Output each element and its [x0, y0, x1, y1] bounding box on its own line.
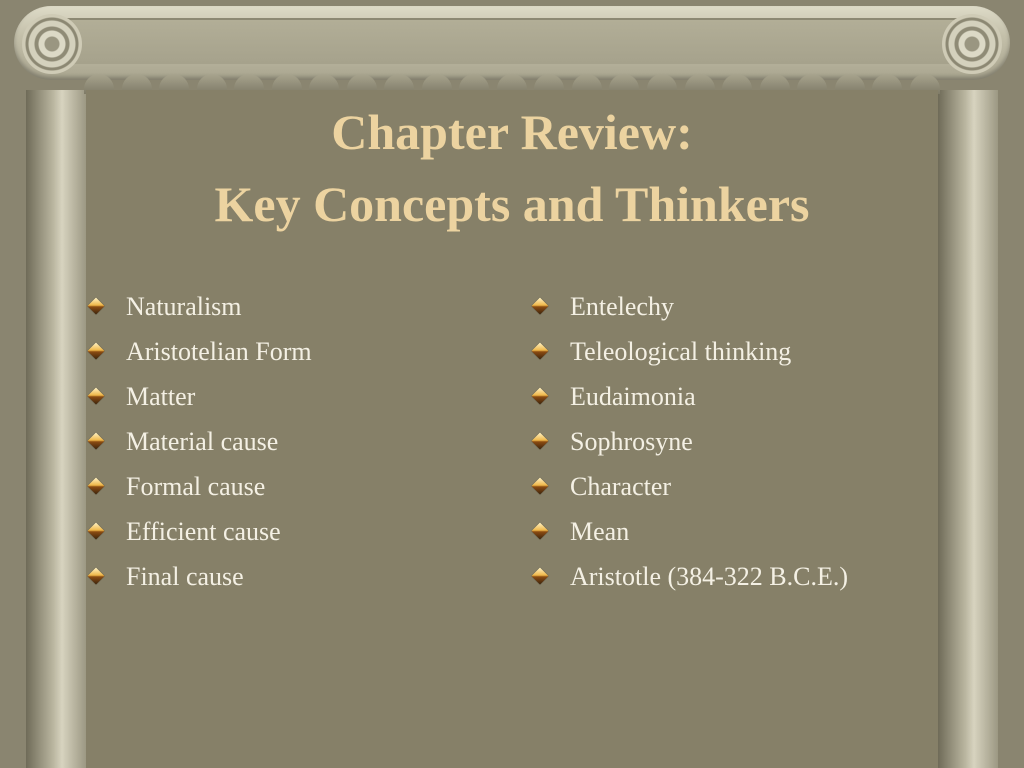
list-item-label: Character [570, 472, 672, 501]
diamond-bullet-icon [88, 298, 105, 315]
list-item-label: Teleological thinking [570, 337, 792, 366]
list-item [86, 560, 312, 605]
list-item-label: Final cause [126, 562, 244, 591]
left-bullet-list [86, 290, 312, 605]
diamond-bullet-icon [88, 523, 105, 540]
diamond-bullet-icon [88, 343, 105, 360]
list-item-label: Material cause [126, 427, 279, 456]
list-item-label: Formal cause [126, 472, 266, 501]
title-line-1: Chapter Review: [331, 104, 693, 160]
title-line-2: Key Concepts and Thinkers [214, 176, 810, 232]
list-item [86, 515, 312, 560]
diamond-bullet-icon [88, 433, 105, 450]
list-item [530, 425, 848, 470]
capital-band [60, 18, 964, 64]
right-pillar [938, 90, 998, 768]
list-item [530, 560, 848, 605]
diamond-bullet-icon [88, 388, 105, 405]
list-item-label: Efficient cause [126, 517, 281, 546]
list-item [86, 335, 312, 380]
list-item-label: Mean [570, 517, 630, 546]
diamond-bullet-icon [532, 523, 549, 540]
slide-title [86, 96, 938, 240]
diamond-bullet-icon [88, 478, 105, 495]
list-item [530, 470, 848, 515]
right-bullet-list [530, 290, 848, 605]
list-item-label: Sophrosyne [570, 427, 693, 456]
list-item-label: Entelechy [570, 292, 674, 321]
list-item-label: Matter [126, 382, 196, 411]
list-item [86, 470, 312, 515]
diamond-bullet-icon [88, 568, 105, 585]
ionic-volute-icon [22, 14, 82, 74]
list-item-label: Eudaimonia [570, 382, 696, 411]
ionic-volute-icon [942, 14, 1002, 74]
diamond-bullet-icon [532, 568, 549, 585]
list-item-label: Naturalism [126, 292, 242, 321]
list-item [86, 290, 312, 335]
diamond-bullet-icon [532, 343, 549, 360]
diamond-bullet-icon [532, 433, 549, 450]
list-item [86, 425, 312, 470]
diamond-bullet-icon [532, 478, 549, 495]
list-item [86, 380, 312, 425]
list-item [530, 335, 848, 380]
diamond-bullet-icon [532, 298, 549, 315]
left-pillar [26, 90, 86, 768]
list-item [530, 290, 848, 335]
list-item [530, 380, 848, 425]
list-item [530, 515, 848, 560]
diamond-bullet-icon [532, 388, 549, 405]
list-item-label: Aristotelian Form [126, 337, 312, 366]
list-item-label: Aristotle (384-322 B.C.E.) [570, 562, 849, 591]
